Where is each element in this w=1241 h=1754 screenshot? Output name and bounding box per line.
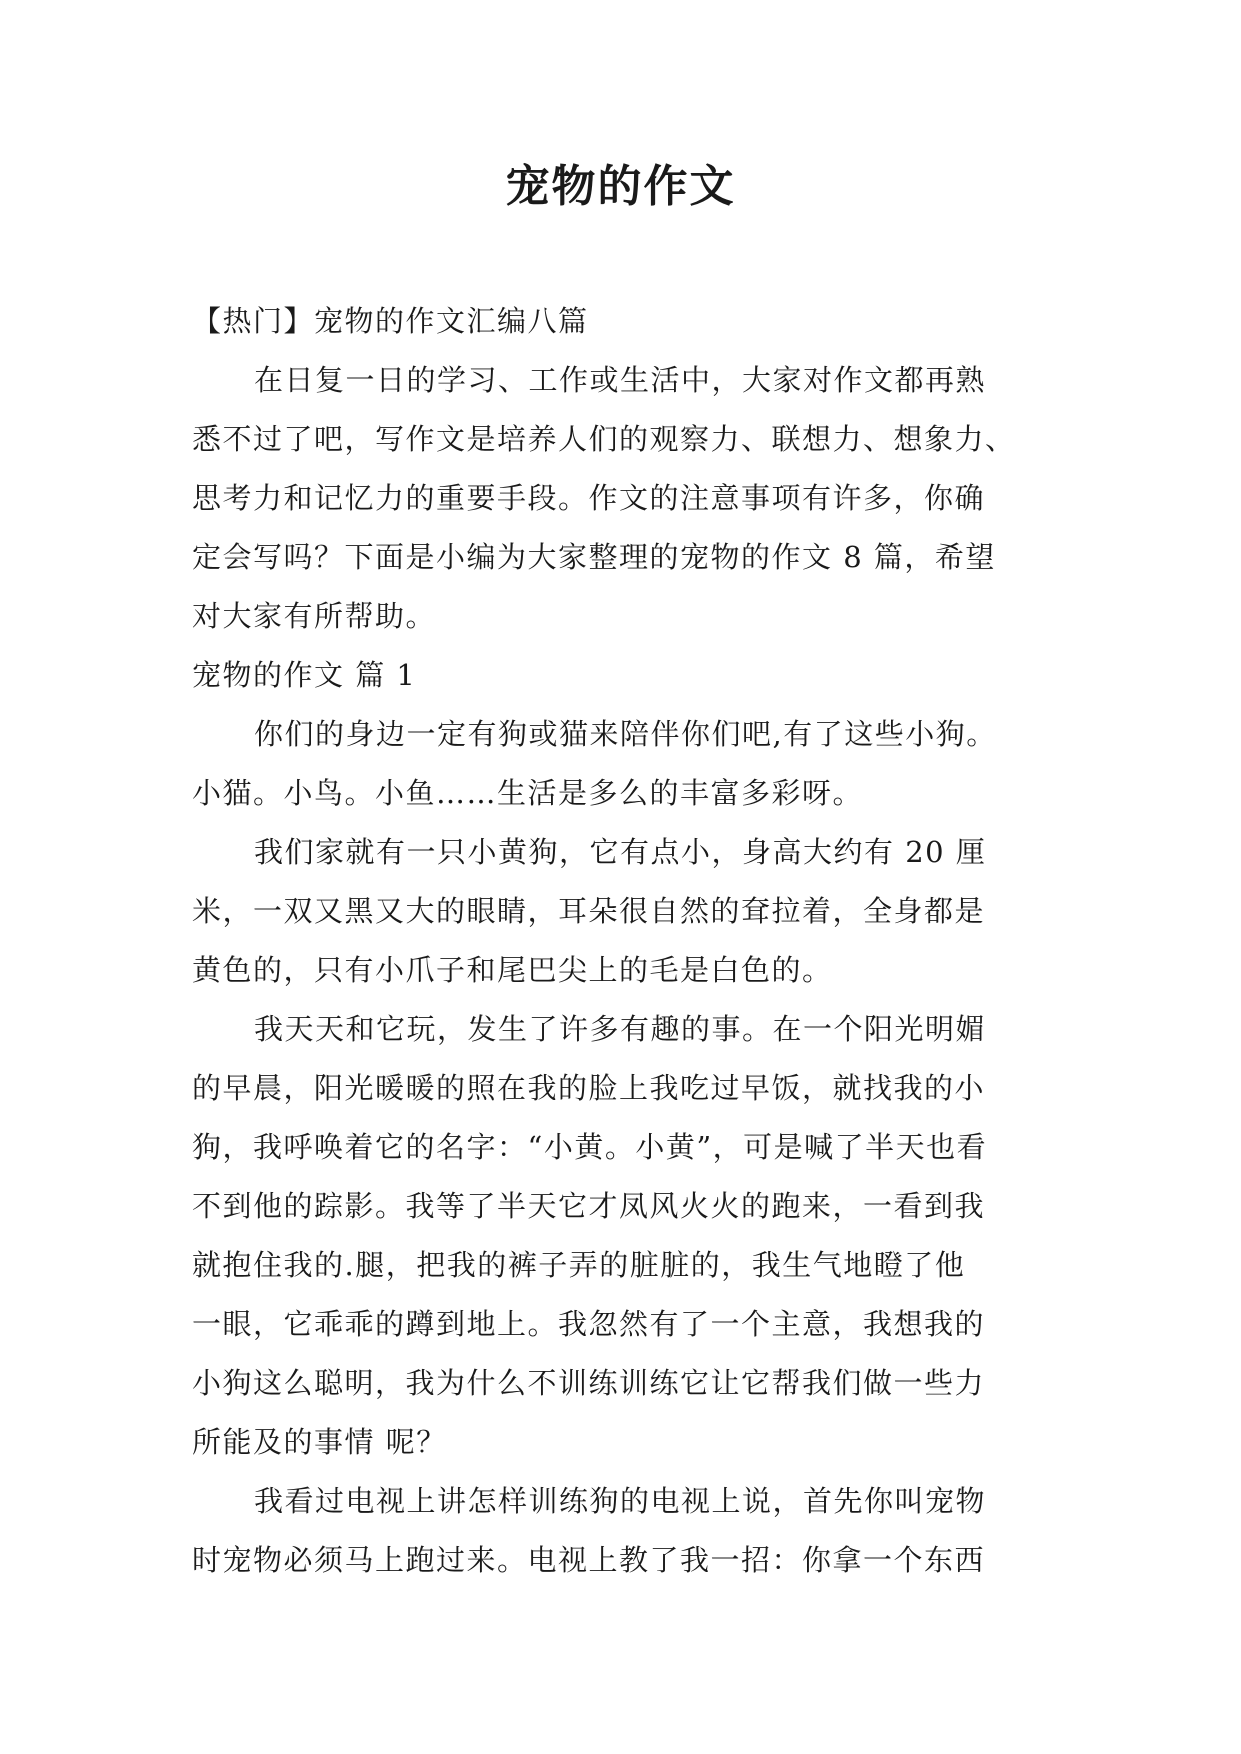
text-line: 悉不过了吧，写作文是培养人们的观察力、联想力、想象力、: [192, 422, 1016, 456]
text-line: 一眼，它乖乖的蹲到地上。我忽然有了一个主意，我想我的: [192, 1307, 986, 1341]
text-line: 狗，我呼唤着它的名字：“小黄。小黄”，可是喊了半天也看: [192, 1130, 988, 1164]
page-title: 宠物的作文: [505, 161, 736, 212]
text-line: 小狗这么聪明，我为什么不训练训练它让它帮我们做一些力: [192, 1366, 986, 1400]
text-line: 定会写吗？下面是小编为大家整理的宠物的作文 8 篇，希望: [192, 540, 996, 574]
text-line: 宠物的作文 篇 1: [192, 658, 417, 692]
text-line: 小猫。小鸟。小鱼……生活是多么的丰富多彩呀。: [192, 776, 864, 810]
text-line: 不到他的踪影。我等了半天它才凤风火火的跑来，一看到我: [192, 1189, 986, 1223]
text-line: 思考力和记忆力的重要手段。作文的注意事项有许多，你确: [192, 481, 986, 515]
text-line: 的早晨，阳光暖暖的照在我的脸上我吃过早饭，就找我的小: [192, 1071, 986, 1105]
text-line: 就抱住我的.腿，把我的裤子弄的脏脏的，我生气地瞪了他: [192, 1248, 966, 1282]
text-line: 我天天和它玩，发生了许多有趣的事。在一个阳光明媚: [254, 1012, 987, 1046]
text-line: 我们家就有一只小黄狗，它有点小，身高大约有 20 厘: [254, 835, 987, 869]
text-line: 我看过电视上讲怎样训练狗的电视上说，首先你叫宠物: [254, 1484, 987, 1518]
text-line: 你们的身边一定有狗或猫来陪伴你们吧,有了这些小狗。: [254, 717, 997, 751]
text-line: 对大家有所帮助。: [192, 599, 437, 633]
text-line: 黄色的，只有小爪子和尾巴尖上的毛是白色的。: [192, 953, 833, 987]
text-line: 【热门】宠物的作文汇编八篇: [192, 304, 589, 338]
text-line: 时宠物必须马上跑过来。电视上教了我一招：你拿一个东西: [192, 1543, 986, 1577]
text-line: 在日复一日的学习、工作或生活中，大家对作文都再熟: [254, 363, 987, 397]
text-line: 所能及的事情 呢？: [192, 1425, 447, 1459]
text-line: 米，一双又黑又大的眼睛，耳朵很自然的耷拉着，全身都是: [192, 894, 986, 928]
document-body: [192, 292, 1054, 1590]
